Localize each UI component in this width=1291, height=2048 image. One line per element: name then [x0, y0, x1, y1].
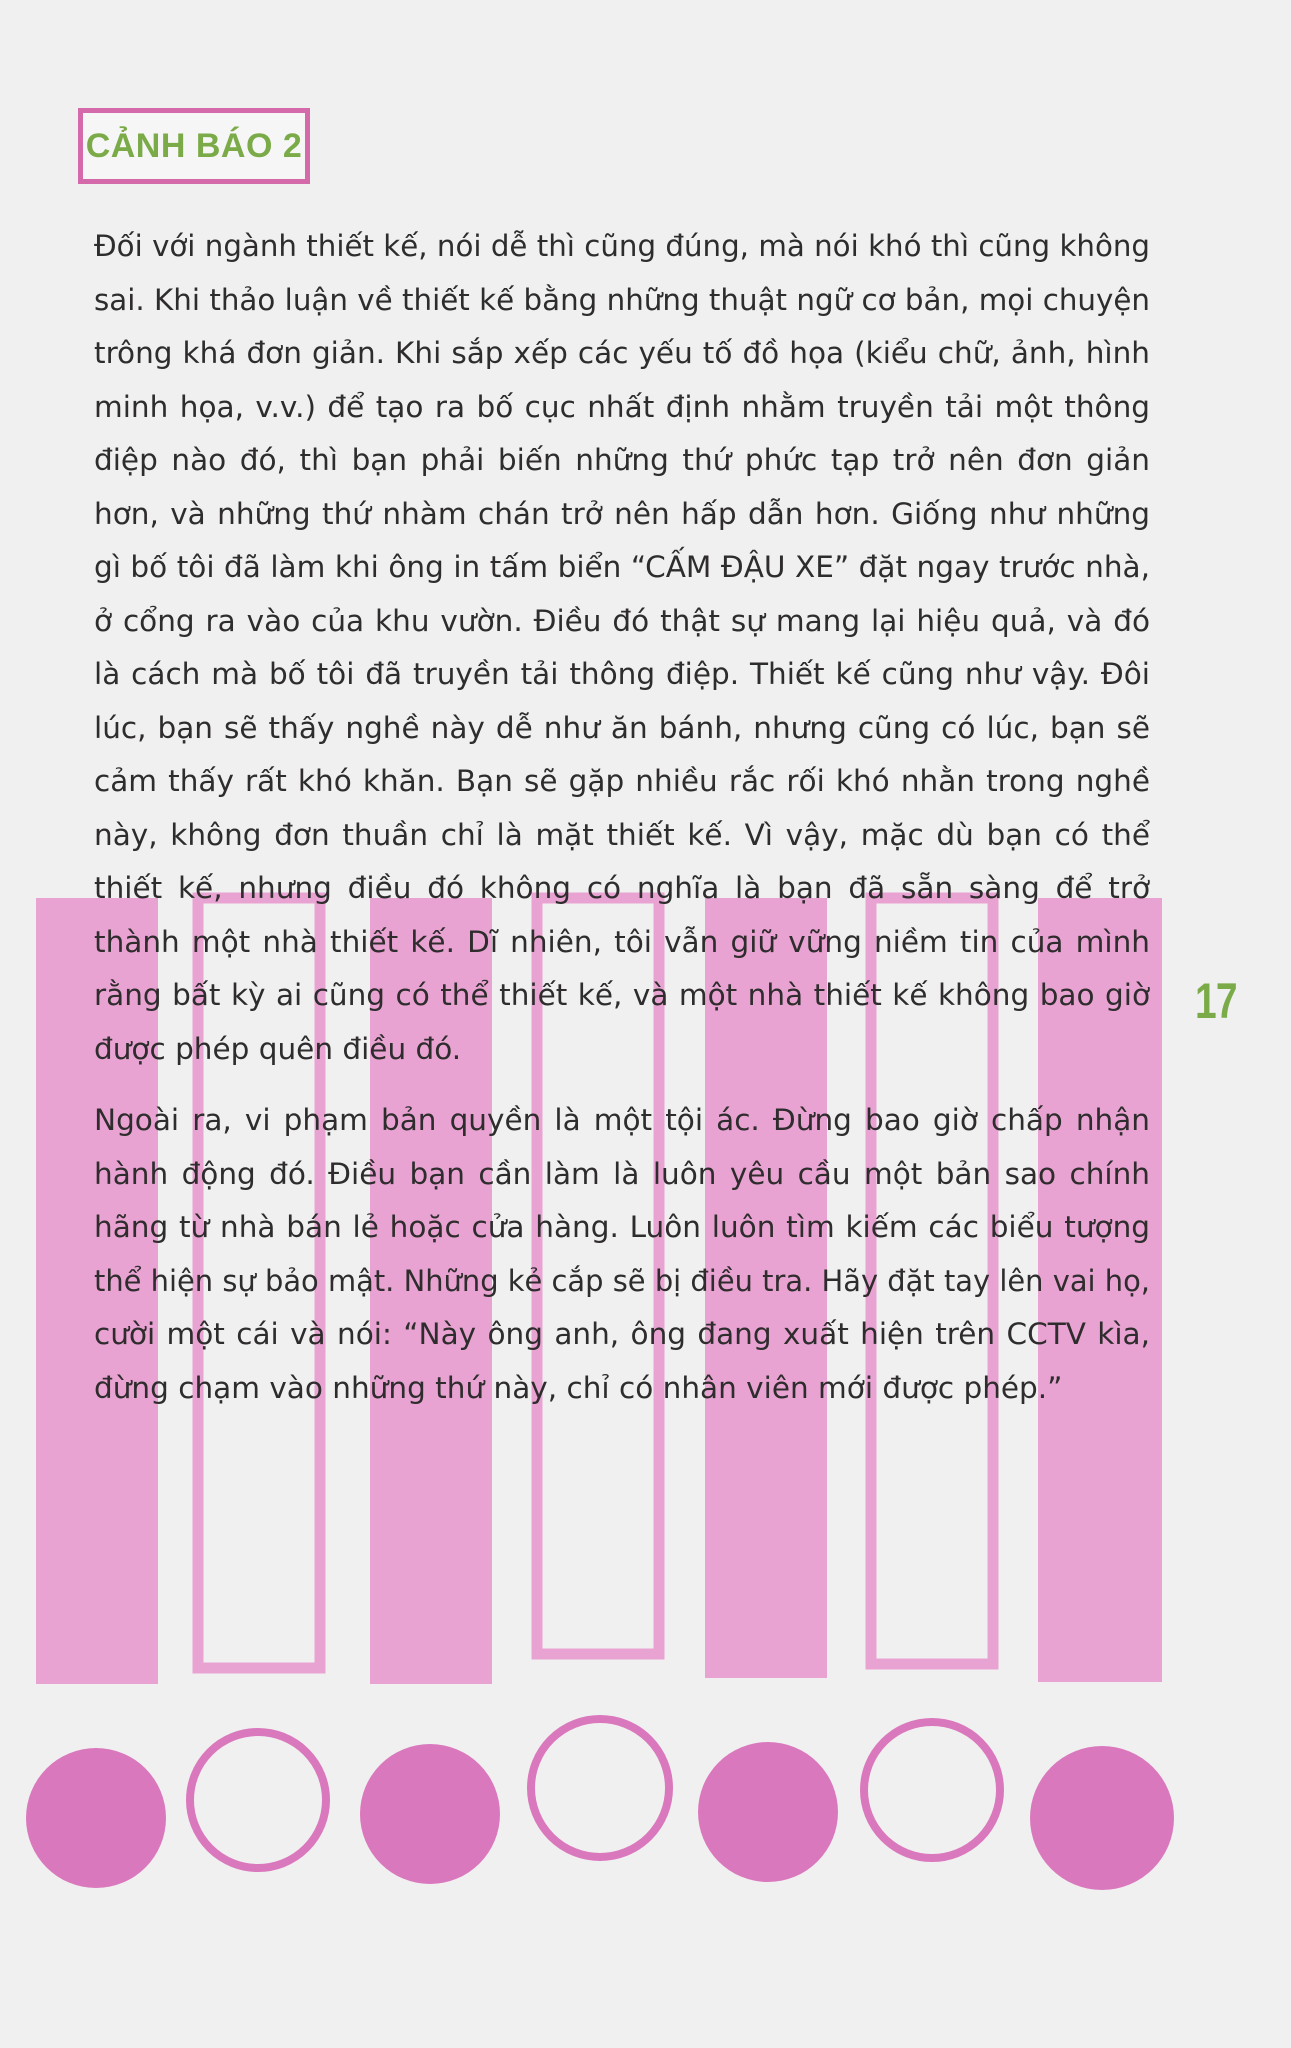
text-line: ở cổng ra vào của khu vườn. Điều đó thật sự mang lại hiệu quả, và đó — [94, 603, 1150, 638]
text-line: đừng chạm vào những thứ này, chỉ có nhân viên mới được phép.” — [94, 1370, 1063, 1405]
text-line: hơn, và những thứ nhàm chán trở nên hấp dẫn hơn. Giống như những — [94, 496, 1150, 531]
text-line: điệp nào đó, thì bạn phải biến những thứ phức tạp trở nên đơn giản — [94, 443, 1150, 477]
text-line: Đối với ngành thiết kế, nói dễ thì cũng đúng, mà nói khó thì cũng không — [94, 229, 1150, 263]
pink-circle-4 — [1030, 1746, 1174, 1890]
section-badge — [78, 108, 310, 184]
paragraph-2 — [94, 1094, 1150, 1415]
text-line: cảm thấy rất khó khăn. Bạn sẽ gặp nhiều rắc rối khó nhằn trong nghề — [94, 764, 1150, 798]
pink-circle-1 — [26, 1748, 166, 1888]
text-line: hành động đó. Điều bạn cần làm là luôn yêu cầu một bản sao chính — [94, 1156, 1150, 1191]
outline-circle-3 — [864, 1722, 1000, 1858]
text-line: này, không đơn thuần chỉ là mặt thiết kế. Vì vậy, mặc dù bạn có thể — [94, 817, 1150, 852]
text-line: thể hiện sự bảo mật. Những kẻ cắp sẽ bị điều tra. Hãy đặt tay lên vai họ, — [94, 1263, 1150, 1298]
text-line: minh họa, v.v.) để tạo ra bố cục nhất định nhằm truyền tải một thông — [94, 389, 1150, 424]
text-line: là cách mà bố tôi đã truyền tải thông điệp. Thiết kế cũng như vậy. Đôi — [94, 657, 1150, 691]
paragraph-1 — [94, 220, 1150, 1076]
text-line: lúc, bạn sẽ thấy nghề này dễ như ăn bánh, nhưng cũng có lúc, bạn sẽ — [94, 710, 1150, 745]
text-line: gì bố tôi đã làm khi ông in tấm biển “CẤM ĐẬU XE” đặt ngay trước nhà, — [94, 550, 1150, 584]
outline-circle-2 — [531, 1719, 669, 1857]
pink-circle-2 — [360, 1744, 500, 1884]
pink-circle-3 — [698, 1742, 838, 1882]
body-text — [94, 220, 1150, 1415]
outline-circle-1 — [190, 1732, 326, 1868]
text-line: sai. Khi thảo luận về thiết kế bằng những thuật ngữ cơ bản, mọi chuyện — [94, 282, 1150, 317]
text-line: cười một cái và nói: “Này ông anh, ông đang xuất hiện trên CCTV kìa, — [94, 1317, 1150, 1351]
text-line: thiết kế, nhưng điều đó không có nghĩa là bạn đã sẵn sàng để trở — [94, 871, 1150, 905]
text-line: rằng bất kỳ ai cũng có thể thiết kế, và một nhà thiết kế không bao giờ — [94, 978, 1150, 1012]
section-badge-text: CẢNH BÁO 2 — [85, 126, 303, 165]
page-number: 17 — [1195, 973, 1237, 1029]
text-line: Ngoài ra, vi phạm bản quyền là một tội ác. Đừng bao giờ chấp nhận — [94, 1103, 1150, 1137]
text-line: được phép quên điều đó. — [94, 1031, 462, 1066]
text-line: trông khá đơn giản. Khi sắp xếp các yếu tố đồ họa (kiểu chữ, ảnh, hình — [94, 336, 1150, 370]
text-line: thành một nhà thiết kế. Dĩ nhiên, tôi vẫn giữ vững niềm tin của mình — [94, 924, 1150, 959]
text-line: hãng từ nhà bán lẻ hoặc cửa hàng. Luôn luôn tìm kiếm các biểu tượng — [94, 1210, 1150, 1244]
